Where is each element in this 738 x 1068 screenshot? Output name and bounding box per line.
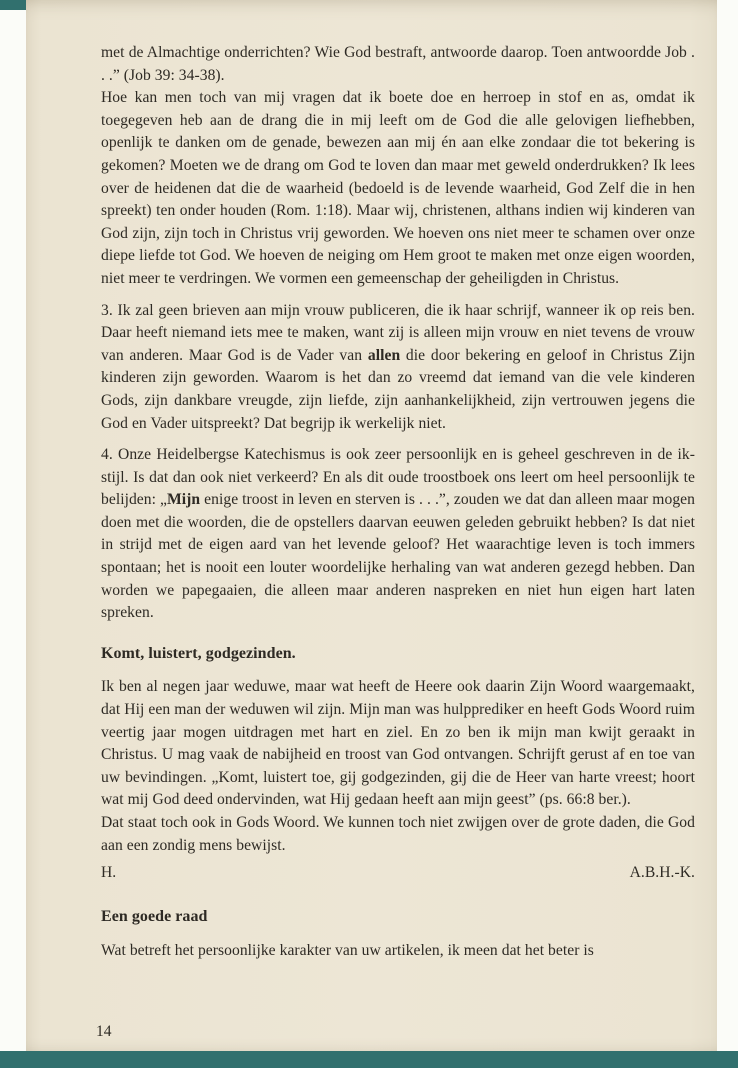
paragraph-wat-betreft: Wat betreft het persoonlijke karakter van uw artikelen, ik meen dat het beter is <box>101 942 594 960</box>
paragraph-point-3-text-a: 3. Ik zal geen brieven aan mijn vrouw publiceren, die ik haar schrijf, wanneer ik op reis ben. Daar heeft niemand iets mee te maken, want zij is alleen mijn vrouw en niet tevens de vrouw van anderen. Maar God is de Vader van <box>101 301 695 364</box>
section-heading-komt-luistert: Komt, luistert, godgezinden. <box>101 644 296 662</box>
signature-row <box>101 862 695 885</box>
signature-initial: H. <box>101 864 117 882</box>
paragraph-point-4-bold-word: Mijn <box>167 491 201 509</box>
page-number: 14 <box>96 1023 112 1040</box>
paragraph-point-4-text-b: enige troost in leven en sterven is . . .”, zouden we dat dan alleen maar mogen doen met die woorden, die de opstellers daarvan eeuwen geleden gebruikt hebben? Is dat niet in strijd met de eigen aard van het levende geloof? Het waarachtige leven is toch immers spontaan; het is nooit een louter woordelijke herhaling van wat anderen gezegd hebben. Dan worden we papegaaien, die alleen maar anderen naspreken en niet hun eigen hart laten spreken. <box>101 491 695 622</box>
paragraph-point-4 <box>101 444 695 625</box>
book-cover-edge-bottom <box>0 1051 738 1068</box>
paragraph-point-3 <box>101 300 695 436</box>
section-heading-een-goede-raad: Een goede raad <box>101 907 208 925</box>
paragraph-job-quote: met de Almachtige onderrichten? Wie God bestraft, antwoorde daarop. Toen antwoordde Job . . .” (Job 39: 34-38). <box>101 44 695 84</box>
paragraph-point-3-text-b: die door bekering en geloof in Christus Zijn kinderen zijn geworden. Waarom is het dan zo vreemd dat iemand van die vele kinderen Gods, zijn dankbare vreugde, zijn liefde, zijn aanhankelijkheid, zijn vertrouwen jegens die God en Vader uitspreekt? Dat begrijp ik werkelijk niet. <box>101 346 695 432</box>
paragraph-hoe-kan-men: Hoe kan men toch van mij vragen dat ik boete doe en herroep in stof en as, omdat ik toegegeven heb aan de drang die in mij leeft om de God die alle gelovigen liefhebben, openlijk te danken om de genade, bewezen aan mij én aan elke zondaar die tot bekering is gekomen? Moeten we de drang om God te loven dan maar met geweld onderdrukken? Ik lees over de heidenen dat die de waarheid (bedoeld is de levende waarheid, God Zelf die in hen spreekt) ten onder houden (Rom. 1:18). Maar wij, christenen, althans indien wij kinderen van God zijn, zijn toch in Christus vrij geworden. We hoeven ons niet meer te schamen over onze diepe liefde tot God. We hoeven de neiging om Hem groot te maken met onze eigen woorden, niet meer te verdringen. We vormen een gemeenschap der geheiligden in Christus. <box>101 89 695 287</box>
paragraph-point-4-text-a: 4. Onze Heidelbergse Katechismus is ook zeer persoonlijk en is geheel geschreven in de ik-stijl. Is dat dan ook niet verkeerd? En als dit oude troostboek ons leert om heel persoonlijk te belijden: „ <box>101 446 695 509</box>
paper-page <box>26 0 717 1051</box>
signature-initials-right: A.B.H.-K. <box>629 864 695 882</box>
paragraph-weduwe: Ik ben al negen jaar weduwe, maar wat heeft de Heere ook daarin Zijn Woord waargemaakt, dat Hij een man der weduwen wil zijn. Mijn man was hulpprediker en heeft Gods Woord ruim veertig jaar mogen uitdragen met hart en ziel. En zo ben ik mijn man kwijt geraakt in Christus. U mag vaak de nabijheid en troost van God ontvangen. Schrijft gerust af en toe van uw bevindingen. „Komt, luistert toe, gij godgezinden, gij die de Heer van harte vreest; hoort wat mij God deed ondervinden, wat Hij gedaan heeft aan mijn geest” (ps. 66:8 ber.). <box>101 678 695 809</box>
text-column <box>101 42 695 963</box>
paragraph-gods-woord: Dat staat toch ook in Gods Woord. We kunnen toch niet zwijgen over de grote daden, die God aan een zondig mens bewijst. <box>101 814 695 854</box>
paragraph-point-3-bold-word: allen <box>367 346 401 364</box>
